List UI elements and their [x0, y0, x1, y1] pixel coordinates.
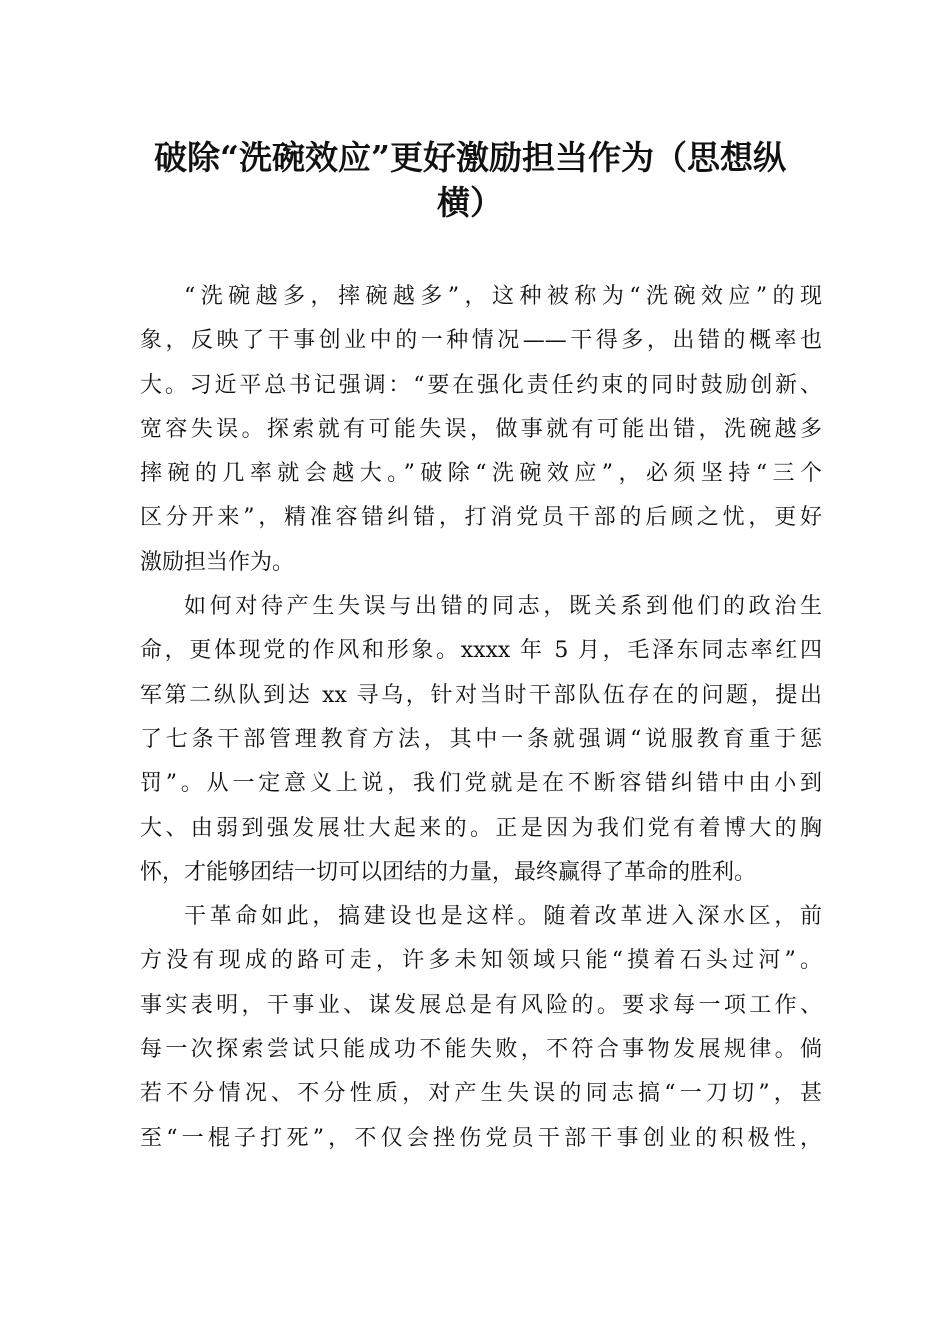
paragraph-line: 军第二纵队到达 xx 寻乌，针对当时干部队伍存在的问题，提出 — [140, 682, 822, 708]
paragraph — [140, 895, 822, 1161]
paragraph-line: 宽容失误。探索就有可能失误，做事就有可能出错，洗碗越多 — [140, 416, 822, 442]
title-line: 横） — [437, 183, 503, 222]
paragraph-line: 干革命如此，搞建设也是这样。随着改革进入深水区，前 — [184, 904, 822, 930]
paragraph-line: 了七条干部管理教育方法，其中一条就强调“说服教育重于惩 — [140, 726, 822, 752]
document-title — [112, 135, 828, 225]
paragraph-line: 若不分情况、不分性质，对产生失误的同志搞“一刀切”，甚 — [140, 1081, 822, 1107]
paragraph-line: 摔碗的几率就会越大。”破除“洗碗效应”，必须坚持“三个 — [140, 461, 822, 487]
paragraph-line: 象，反映了干事创业中的一种情况——干得多，出错的概率也 — [140, 328, 822, 354]
paragraph-line: 如何对待产生失误与出错的同志，既关系到他们的政治生 — [184, 594, 822, 620]
paragraph-line: 每一次探索尝试只能成功不能失败，不符合事物发展规律。倘 — [140, 1037, 822, 1063]
paragraph-line: 激励担当作为。 — [140, 549, 295, 575]
paragraph-line: 事实表明，干事业、谋发展总是有风险的。要求每一项工作、 — [140, 992, 822, 1018]
paragraph-line: 怀，才能够团结一切可以团结的力量，最终赢得了革命的胜利。 — [140, 859, 757, 885]
paragraph-line: 大、由弱到强发展壮大起来的。正是因为我们党有着博大的胸 — [140, 815, 822, 841]
paragraph — [140, 275, 822, 585]
paragraph — [140, 585, 822, 895]
paragraph-line: 大。习近平总书记强调：“要在强化责任约束的同时鼓励创新、 — [140, 372, 822, 398]
paragraph-line: 方没有现成的路可走，许多未知领域只能“摸着石头过河”。 — [140, 948, 822, 974]
paragraph-line: “洗碗越多，摔碗越多”，这种被称为“洗碗效应”的现 — [184, 284, 822, 309]
document-body — [140, 275, 822, 1161]
paragraph-line: 命，更体现党的作风和形象。xxxx 年 5 月，毛泽东同志率红四 — [140, 638, 822, 664]
title-line: 破除“洗碗效应”更好激励担当作为（思想纵 — [154, 138, 786, 177]
paragraph-line: 罚”。从一定意义上说，我们党就是在不断容错纠错中由小到 — [140, 771, 822, 797]
paragraph-line: 区分开来”，精准容错纠错，打消党员干部的后顾之忧，更好 — [140, 505, 822, 531]
paragraph-line: 至“一棍子打死”，不仅会挫伤党员干部干事创业的积极性， — [140, 1125, 822, 1151]
